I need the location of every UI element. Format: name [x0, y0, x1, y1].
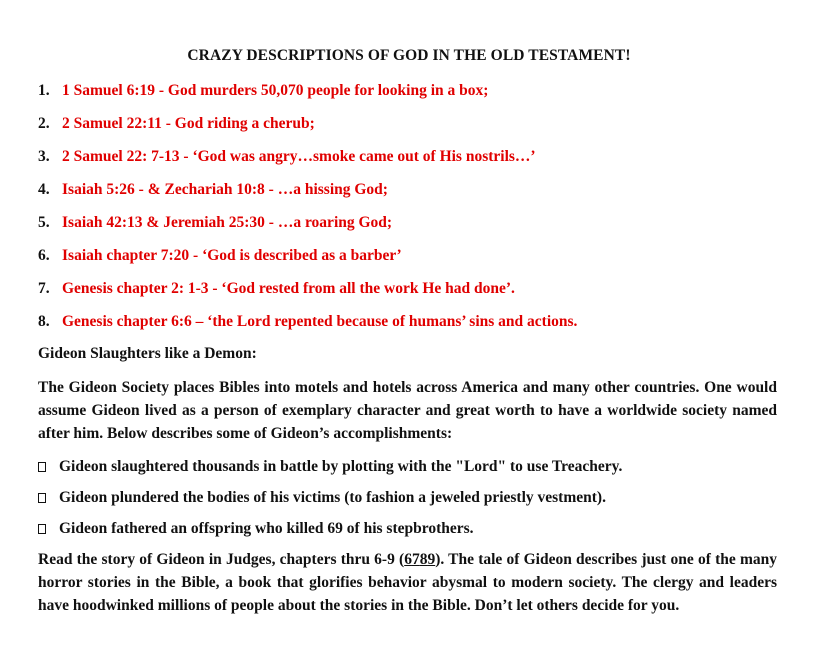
closing-text-end: ). The tale of Gideon describes just one of the many horror stories in the Bible, a book that glorifies behavior abysmal to modern society. The clergy and leaders have hoodwinked millions of people about the stories in the Bible. Don’t let others decide for you. [38, 551, 777, 614]
list-number: 1. [38, 82, 50, 99]
list-item [38, 146, 577, 179]
bullet-text: Gideon plundered the bodies of his victims (to fashion a jeweled priestly vestment). [59, 489, 606, 506]
list-item [38, 179, 577, 212]
list-item [38, 245, 577, 278]
document-title: CRAZY DESCRIPTIONS OF GOD IN THE OLD TESTAMENT! [187, 47, 631, 64]
descriptions-list [38, 80, 577, 344]
list-text: 1 Samuel 6:19 - God murders 50,070 people for looking in a box; [62, 82, 489, 99]
list-item [38, 311, 577, 344]
list-number: 7. [38, 280, 50, 297]
bullet-text: Gideon fathered an offspring who killed 69 of his stepbrothers. [59, 520, 474, 537]
list-item [38, 113, 577, 146]
closing-text-start: Read the story of Gideon in Judges, chapters thru 6-9 ( [38, 551, 405, 568]
checkbox-bullet-icon [38, 462, 46, 472]
chapter-link[interactable]: 7 [411, 551, 420, 568]
list-text: Isaiah 42:13 & Jeremiah 25:30 - …a roaring God; [62, 214, 393, 231]
bullet-item [38, 487, 622, 518]
list-item [38, 80, 577, 113]
list-item [38, 212, 577, 245]
chapter-link[interactable]: 9 [427, 551, 436, 568]
closing-paragraph [38, 548, 777, 617]
list-item [38, 278, 577, 311]
list-number: 3. [38, 148, 50, 165]
list-text: Genesis chapter 2: 1-3 - ‘God rested from all the work He had done’. [62, 280, 515, 297]
list-number: 4. [38, 181, 50, 198]
list-number: 2. [38, 115, 50, 132]
chapter-link[interactable]: 8 [419, 551, 428, 568]
checkbox-bullet-icon [38, 524, 46, 534]
list-text: 2 Samuel 22:11 - God riding a cherub; [62, 115, 315, 132]
list-text: 2 Samuel 22: 7-13 - ‘God was angry…smoke came out of His nostrils…’ [62, 148, 536, 165]
bullet-item [38, 518, 622, 549]
accomplishments-list [38, 456, 622, 549]
list-text: Isaiah 5:26 - & Zechariah 10:8 - …a hissing God; [62, 181, 388, 198]
bullet-text: Gideon slaughtered thousands in battle by plotting with the "Lord" to use Treachery. [59, 458, 623, 475]
list-number: 8. [38, 313, 50, 330]
bullet-item [38, 456, 622, 487]
list-text: Isaiah chapter 7:20 - ‘God is described as a barber’ [62, 247, 402, 264]
list-number: 5. [38, 214, 50, 231]
list-number: 6. [38, 247, 50, 264]
list-text: Genesis chapter 6:6 – ‘the Lord repented because of humans’ sins and actions. [62, 313, 578, 330]
intro-paragraph: The Gideon Society places Bibles into motels and hotels across America and many other countries. One would assume Gideon lived as a person of exemplary character and great worth to have a worldwide society named after him. Below describes some of Gideon’s accomplishments: [38, 379, 777, 442]
checkbox-bullet-icon [38, 493, 46, 503]
section-heading: Gideon Slaughters like a Demon: [38, 345, 257, 362]
chapter-link[interactable]: 6 [404, 551, 412, 568]
